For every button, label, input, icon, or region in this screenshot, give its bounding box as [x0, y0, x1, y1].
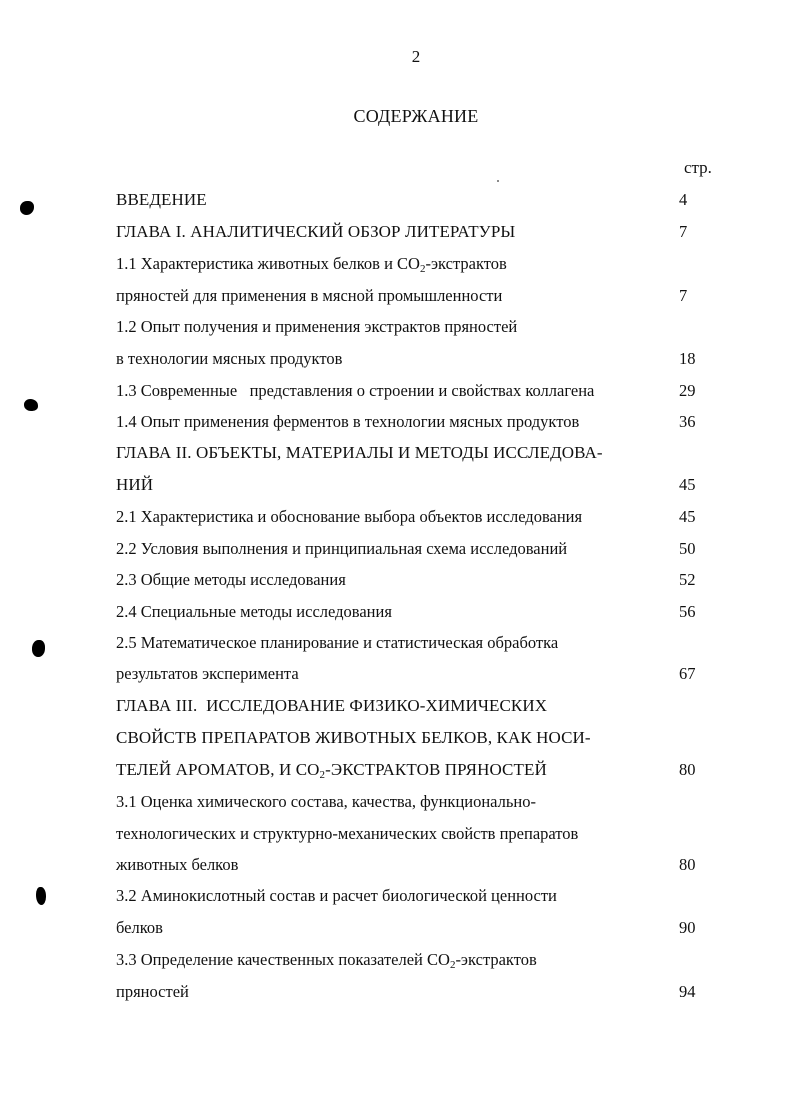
toc-row-chapter-3-cont-1[interactable]: [0, 726, 796, 758]
binder-mark: [24, 399, 38, 411]
toc-page-number: 7: [679, 286, 688, 305]
toc-entry-text: 3.3 Определение качественных показателей $CO_2$-экстрактов: [116, 950, 537, 971]
toc-row-section-2-5[interactable]: [0, 631, 796, 663]
toc-entry-text: пряностей для применения в мясной промышленности: [116, 286, 503, 305]
toc-entry-text: ТЕЛЕЙ АРОМАТОВ, И $CO_2$-ЭКСТРАКТОВ ПРЯНОСТЕЙ: [116, 760, 547, 781]
toc-page-number: 52: [679, 570, 696, 589]
toc-row-chapter-1[interactable]: [0, 220, 796, 252]
toc-row-chapter-2-cont[interactable]: [0, 473, 796, 505]
toc-entry-text: 1.1 Характеристика животных белков и $CO_2$-экстрактов: [116, 254, 507, 275]
toc-row-section-2-3[interactable]: [0, 568, 796, 600]
toc-page-number: 18: [679, 349, 696, 368]
toc-entry-text: 2.4 Специальные методы исследования: [116, 602, 392, 621]
pages-column-label: стр.: [684, 158, 712, 177]
toc-entry-text: ГЛАВА II. ОБЪЕКТЫ, МАТЕРИАЛЫ И МЕТОДЫ ИССЛЕДОВА-: [116, 443, 603, 462]
toc-row-introduction[interactable]: [0, 188, 796, 220]
toc-page-number: 90: [679, 918, 696, 937]
toc-entry-text: в технологии мясных продуктов: [116, 349, 343, 368]
toc-entry-text: технологических и структурно-механических свойств препаратов: [116, 824, 579, 843]
toc-entry-text: 3.2 Аминокислотный состав и расчет биологической ценности: [116, 886, 557, 905]
toc-row-section-2-2[interactable]: [0, 537, 796, 569]
toc-page-number: 45: [679, 475, 696, 494]
page-title: СОДЕРЖАНИЕ: [353, 106, 479, 126]
toc-entry-text: 2.3 Общие методы исследования: [116, 570, 346, 589]
toc-page-number: 36: [679, 412, 696, 431]
toc-entry-text: 1.2 Опыт получения и применения экстрактов пряностей: [116, 317, 518, 336]
toc-page-number: 45: [679, 507, 696, 526]
toc-row-section-1-4[interactable]: [0, 410, 796, 442]
toc-row-section-1-3[interactable]: [0, 379, 796, 411]
toc-row-section-3-1-cont-1[interactable]: [0, 822, 796, 854]
toc-row-section-3-3-cont[interactable]: [0, 980, 796, 1012]
toc-row-section-2-4[interactable]: [0, 600, 796, 632]
toc-entry-text: ГЛАВА III. ИССЛЕДОВАНИЕ ФИЗИКО-ХИМИЧЕСКИХ: [116, 696, 548, 715]
toc-page-number: 80: [679, 760, 696, 779]
toc-entry-text: 1.4 Опыт применения ферментов в технологии мясных продуктов: [116, 412, 580, 431]
toc-page-number: 29: [679, 381, 696, 400]
toc-row-section-3-3[interactable]: [0, 948, 796, 980]
toc-row-chapter-3[interactable]: [0, 694, 796, 726]
toc-entry-text: НИЙ: [116, 475, 154, 494]
toc-entry-text: СВОЙСТВ ПРЕПАРАТОВ ЖИВОТНЫХ БЕЛКОВ, КАК НОСИ-: [116, 728, 591, 747]
toc-row-section-1-2-cont[interactable]: [0, 347, 796, 379]
toc-entry-text: животных белков: [116, 855, 239, 874]
toc-row-section-1-1[interactable]: [0, 252, 796, 284]
toc-row-section-2-5-cont[interactable]: [0, 662, 796, 694]
scan-speck: [497, 180, 499, 182]
toc-page-number: 7: [679, 222, 688, 241]
toc-entry-text: 3.1 Оценка химического состава, качества, функционально-: [116, 792, 536, 811]
toc-entry-text: 2.5 Математическое планирование и статистическая обработка: [116, 633, 559, 652]
toc-page-number: 67: [679, 664, 696, 683]
toc-entry-text: результатов эксперимента: [116, 664, 299, 683]
toc-row-section-3-1-cont-2[interactable]: [0, 853, 796, 885]
toc-entry-text: ВВЕДЕНИЕ: [116, 190, 207, 209]
toc-entry-text: 2.2 Условия выполнения и принципиальная схема исследований: [116, 539, 568, 558]
toc-row-section-1-2[interactable]: [0, 315, 796, 347]
toc-entry-text: ГЛАВА I. АНАЛИТИЧЕСКИЙ ОБЗОР ЛИТЕРАТУРЫ: [116, 222, 516, 241]
toc-row-chapter-2[interactable]: [0, 441, 796, 473]
toc-page-number: 56: [679, 602, 696, 621]
binder-mark: [36, 887, 46, 905]
toc-entry-text: белков: [116, 918, 163, 937]
toc-row-section-2-1[interactable]: [0, 505, 796, 537]
toc-entry-text: пряностей: [116, 982, 189, 1001]
toc-page-number: 80: [679, 855, 696, 874]
toc-entry-text: 1.3 Современные представления о строении и свойствах коллагена: [116, 381, 595, 400]
toc-page-number: 94: [679, 982, 696, 1001]
toc-page-number: 50: [679, 539, 696, 558]
toc-row-section-3-2[interactable]: [0, 884, 796, 916]
toc-row-section-3-2-cont[interactable]: [0, 916, 796, 948]
toc-entry-text: 2.1 Характеристика и обоснование выбора объектов исследования: [116, 507, 583, 526]
toc-row-chapter-3-cont-2[interactable]: [0, 758, 796, 790]
toc-row-section-1-1-cont[interactable]: [0, 284, 796, 316]
toc-page-number: 4: [679, 190, 688, 209]
binder-mark: [32, 640, 45, 657]
page-number: 2: [411, 47, 421, 66]
toc-row-section-3-1[interactable]: [0, 790, 796, 822]
